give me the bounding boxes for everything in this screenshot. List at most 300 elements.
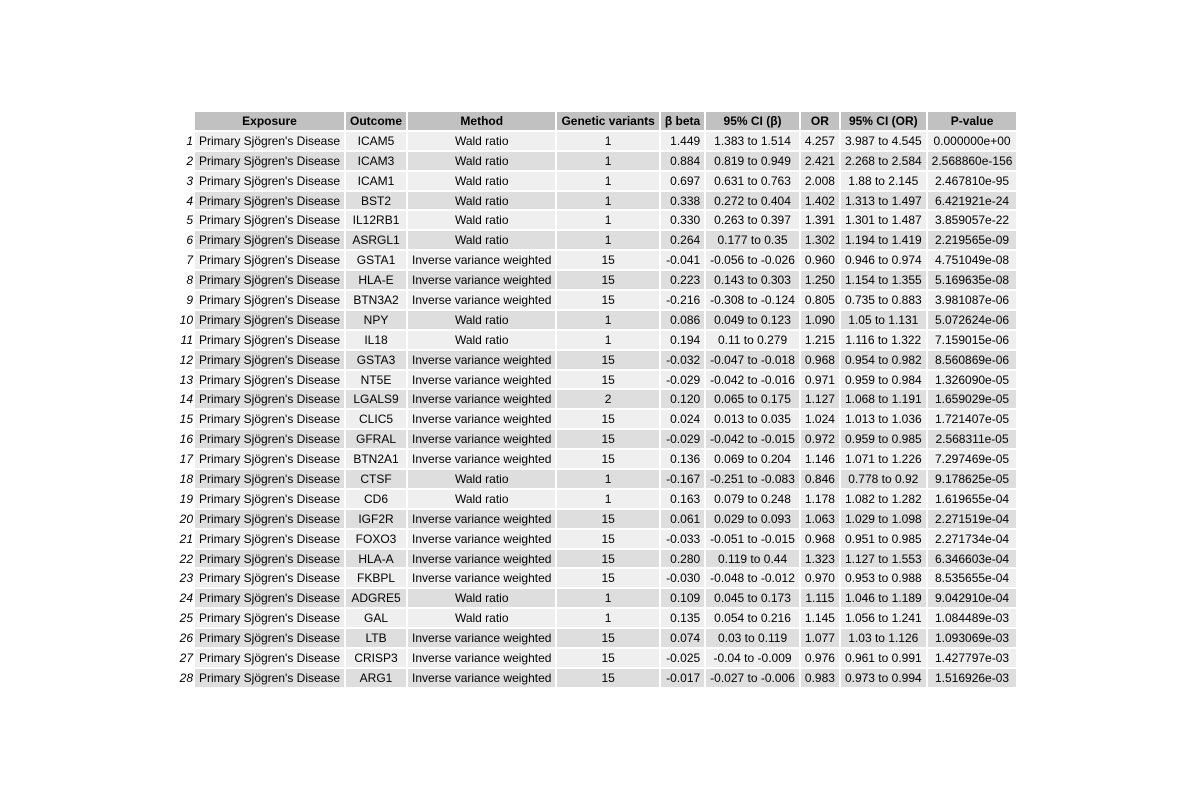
table-cell: 15 [557,450,658,468]
table-cell: 1.215 [801,331,839,349]
table-cell: 1.323 [801,550,839,568]
table-cell: 0.135 [661,609,704,627]
table-cell: -0.030 [661,569,704,587]
results-table [173,110,1018,689]
table-cell: -0.051 to -0.015 [706,530,799,548]
table-cell: ICAM5 [346,132,406,150]
table-cell: 9.178625e-05 [928,470,1017,488]
table-cell: Primary Sjögren's Disease [195,331,344,349]
table-cell: 0.029 to 0.093 [706,510,799,528]
row-number-header [175,112,193,130]
table-row [175,450,1016,468]
table-cell: LGALS9 [346,390,406,408]
table-cell: 2.219565e-09 [928,231,1017,249]
table-cell: 0.968 [801,530,839,548]
table-cell: 0.143 to 0.303 [706,271,799,289]
table-cell: IL12RB1 [346,211,406,229]
table-cell: -0.029 [661,430,704,448]
table-cell: 0.264 [661,231,704,249]
column-header: 95% CI (β) [706,112,799,130]
table-cell: Inverse variance weighted [408,410,555,428]
table-cell: 7.297469e-05 [928,450,1017,468]
table-cell: Wald ratio [408,172,555,190]
table-cell: Primary Sjögren's Disease [195,470,344,488]
column-header: P-value [928,112,1017,130]
table-cell: BTN3A2 [346,291,406,309]
table-cell: FKBPL [346,569,406,587]
table-cell: 15 [557,569,658,587]
table-row [175,550,1016,568]
table-cell: NT5E [346,371,406,389]
table-cell: 1.178 [801,490,839,508]
table-cell: 6.421921e-24 [928,192,1017,210]
table-cell: Inverse variance weighted [408,371,555,389]
row-number: 8 [175,271,193,289]
table-cell: 0.086 [661,311,704,329]
table-cell: 1 [557,589,658,607]
table-cell: 1.154 to 1.355 [841,271,926,289]
table-cell: -0.042 to -0.015 [706,430,799,448]
table-cell: Wald ratio [408,609,555,627]
table-cell: Inverse variance weighted [408,510,555,528]
table-row [175,490,1016,508]
table-cell: 0.163 [661,490,704,508]
table-cell: Wald ratio [408,211,555,229]
table-cell: Inverse variance weighted [408,629,555,647]
table-cell: 15 [557,510,658,528]
table-cell: 0.976 [801,649,839,667]
table-cell: 1.427797e-03 [928,649,1017,667]
table-cell: 7.159015e-06 [928,331,1017,349]
table-cell: 0.194 [661,331,704,349]
table-cell: CD6 [346,490,406,508]
table-cell: 0.000000e+00 [928,132,1017,150]
table-cell: 1.250 [801,271,839,289]
table-cell: 3.987 to 4.545 [841,132,926,150]
table-cell: CTSF [346,470,406,488]
table-cell: 0.819 to 0.949 [706,152,799,170]
table-cell: 2.271734e-04 [928,530,1017,548]
table-cell: NPY [346,311,406,329]
table-row [175,291,1016,309]
table-cell: -0.027 to -0.006 [706,669,799,687]
row-number: 22 [175,550,193,568]
table-cell: -0.041 [661,251,704,269]
table-cell: 0.049 to 0.123 [706,311,799,329]
column-header: Exposure [195,112,344,130]
table-cell: 1.115 [801,589,839,607]
table-cell: 0.045 to 0.173 [706,589,799,607]
table-cell: Primary Sjögren's Disease [195,192,344,210]
table-cell: 15 [557,351,658,369]
table-cell: 4.257 [801,132,839,150]
table-cell: -0.017 [661,669,704,687]
table-cell: GSTA1 [346,251,406,269]
table-row [175,231,1016,249]
table-cell: Primary Sjögren's Disease [195,311,344,329]
table-cell: 1.301 to 1.487 [841,211,926,229]
table-cell: 1.068 to 1.191 [841,390,926,408]
table-row [175,172,1016,190]
table-cell: LTB [346,629,406,647]
table-cell: 1.313 to 1.497 [841,192,926,210]
table-cell: Primary Sjögren's Disease [195,291,344,309]
table-cell: 0.11 to 0.279 [706,331,799,349]
table-row [175,271,1016,289]
row-number: 16 [175,430,193,448]
row-number: 25 [175,609,193,627]
table-cell: 1.03 to 1.126 [841,629,926,647]
table-cell: 0.778 to 0.92 [841,470,926,488]
table-cell: 0.065 to 0.175 [706,390,799,408]
table-cell: CRISP3 [346,649,406,667]
table-row [175,609,1016,627]
table-cell: 1 [557,192,658,210]
table-cell: 9.042910e-04 [928,589,1017,607]
table-cell: Inverse variance weighted [408,450,555,468]
table-cell: Primary Sjögren's Disease [195,132,344,150]
row-number: 6 [175,231,193,249]
table-cell: -0.029 [661,371,704,389]
table-row [175,132,1016,150]
table-cell: Primary Sjögren's Disease [195,609,344,627]
row-number: 1 [175,132,193,150]
table-cell: -0.047 to -0.018 [706,351,799,369]
row-number: 13 [175,371,193,389]
table-cell: Primary Sjögren's Disease [195,152,344,170]
table-cell: 0.223 [661,271,704,289]
table-cell: 2.008 [801,172,839,190]
table-cell: Inverse variance weighted [408,390,555,408]
table-cell: 0.973 to 0.994 [841,669,926,687]
row-number: 15 [175,410,193,428]
table-cell: HLA-A [346,550,406,568]
table-cell: BTN2A1 [346,450,406,468]
table-cell: 1.063 [801,510,839,528]
table-cell: Primary Sjögren's Disease [195,371,344,389]
table-cell: -0.167 [661,470,704,488]
table-cell: 0.054 to 0.216 [706,609,799,627]
column-header: Genetic variants [557,112,658,130]
table-cell: 2.568311e-05 [928,430,1017,448]
table-cell: 1 [557,490,658,508]
table-cell: 15 [557,649,658,667]
table-cell: Inverse variance weighted [408,251,555,269]
table-cell: HLA-E [346,271,406,289]
table-cell: 1.084489e-03 [928,609,1017,627]
table-cell: 0.697 [661,172,704,190]
table-cell: -0.251 to -0.083 [706,470,799,488]
table-cell: 0.263 to 0.397 [706,211,799,229]
table-cell: Primary Sjögren's Disease [195,251,344,269]
table-cell: FOXO3 [346,530,406,548]
table-cell: Primary Sjögren's Disease [195,231,344,249]
table-cell: GFRAL [346,430,406,448]
table-cell: Wald ratio [408,152,555,170]
table-cell: GAL [346,609,406,627]
table-cell: ARG1 [346,669,406,687]
column-header: β beta [661,112,704,130]
table-cell: ADGRE5 [346,589,406,607]
row-number: 17 [175,450,193,468]
table-cell: Wald ratio [408,589,555,607]
column-header: Method [408,112,555,130]
table-cell: Wald ratio [408,470,555,488]
table-cell: 1.029 to 1.098 [841,510,926,528]
row-number: 7 [175,251,193,269]
table-cell: BST2 [346,192,406,210]
table-cell: 0.120 [661,390,704,408]
table-cell: 1 [557,311,658,329]
table-cell: IL18 [346,331,406,349]
table-cell: 0.951 to 0.985 [841,530,926,548]
table-cell: 1.516926e-03 [928,669,1017,687]
table-cell: 2.467810e-95 [928,172,1017,190]
table-row [175,470,1016,488]
table-cell: 0.954 to 0.982 [841,351,926,369]
table-cell: 1.077 [801,629,839,647]
table-cell: 1.046 to 1.189 [841,589,926,607]
table-cell: 2 [557,390,658,408]
table-cell: Primary Sjögren's Disease [195,211,344,229]
table-cell: Primary Sjögren's Disease [195,589,344,607]
table-cell: Primary Sjögren's Disease [195,649,344,667]
table-row [175,569,1016,587]
table-cell: Inverse variance weighted [408,351,555,369]
table-cell: 1 [557,470,658,488]
table-cell: 8.560869e-06 [928,351,1017,369]
table-cell: 15 [557,291,658,309]
table-cell: 2.568860e-156 [928,152,1017,170]
table-cell: 1 [557,152,658,170]
table-cell: 1.402 [801,192,839,210]
table-cell: 0.959 to 0.985 [841,430,926,448]
row-number: 19 [175,490,193,508]
table-cell: Wald ratio [408,231,555,249]
table-cell: ASRGL1 [346,231,406,249]
table-cell: 0.971 [801,371,839,389]
table-cell: 1.116 to 1.322 [841,331,926,349]
table-cell: -0.216 [661,291,704,309]
table-cell: 1.013 to 1.036 [841,410,926,428]
row-number: 9 [175,291,193,309]
row-number: 10 [175,311,193,329]
row-number: 11 [175,331,193,349]
table-cell: Primary Sjögren's Disease [195,490,344,508]
table-cell: Inverse variance weighted [408,271,555,289]
table-cell: 15 [557,271,658,289]
table-row [175,430,1016,448]
table-cell: 0.330 [661,211,704,229]
table-cell: 0.177 to 0.35 [706,231,799,249]
table-cell: 1 [557,172,658,190]
table-cell: ICAM1 [346,172,406,190]
table-cell: 0.272 to 0.404 [706,192,799,210]
table-cell: 1.302 [801,231,839,249]
row-number: 2 [175,152,193,170]
table-cell: 0.968 [801,351,839,369]
table-cell: -0.048 to -0.012 [706,569,799,587]
row-number: 18 [175,470,193,488]
table-cell: 1.145 [801,609,839,627]
table-cell: 1.127 [801,390,839,408]
table-cell: 0.960 [801,251,839,269]
table-row [175,152,1016,170]
table-cell: 0.013 to 0.035 [706,410,799,428]
table-cell: CLIC5 [346,410,406,428]
row-number: 23 [175,569,193,587]
table-cell: Wald ratio [408,490,555,508]
table-cell: 0.631 to 0.763 [706,172,799,190]
table-cell: 0.280 [661,550,704,568]
table-cell: 1.391 [801,211,839,229]
table-cell: Primary Sjögren's Disease [195,450,344,468]
table-cell: Primary Sjögren's Disease [195,510,344,528]
table-cell: Primary Sjögren's Disease [195,550,344,568]
table-row [175,629,1016,647]
table-cell: 0.119 to 0.44 [706,550,799,568]
table-cell: 0.946 to 0.974 [841,251,926,269]
column-header: Outcome [346,112,406,130]
table-cell: 1 [557,231,658,249]
table-cell: 0.069 to 0.204 [706,450,799,468]
table-cell: 2.268 to 2.584 [841,152,926,170]
table-cell: -0.032 [661,351,704,369]
table-cell: 15 [557,669,658,687]
table-cell: Inverse variance weighted [408,530,555,548]
table-cell: 0.03 to 0.119 [706,629,799,647]
table-cell: 0.338 [661,192,704,210]
table-row [175,311,1016,329]
table-cell: 0.970 [801,569,839,587]
table-cell: 1 [557,132,658,150]
table-cell: 0.024 [661,410,704,428]
table-cell: 0.961 to 0.991 [841,649,926,667]
table-cell: Inverse variance weighted [408,649,555,667]
table-cell: 3.859057e-22 [928,211,1017,229]
table-cell: Primary Sjögren's Disease [195,430,344,448]
table-cell: Primary Sjögren's Disease [195,172,344,190]
table-cell: Primary Sjögren's Disease [195,351,344,369]
table-row [175,669,1016,687]
table-cell: -0.056 to -0.026 [706,251,799,269]
table-cell: 3.981087e-06 [928,291,1017,309]
row-number: 24 [175,589,193,607]
table-cell: 0.805 [801,291,839,309]
table-cell: 15 [557,530,658,548]
table-cell: Primary Sjögren's Disease [195,271,344,289]
table-cell: 1.127 to 1.553 [841,550,926,568]
table-row [175,371,1016,389]
table-cell: Inverse variance weighted [408,550,555,568]
table-cell: 1.071 to 1.226 [841,450,926,468]
table-cell: 4.751049e-08 [928,251,1017,269]
table-row [175,510,1016,528]
table-cell: 0.846 [801,470,839,488]
table-row [175,589,1016,607]
table-cell: 15 [557,410,658,428]
column-header: OR [801,112,839,130]
table-cell: Wald ratio [408,331,555,349]
table-cell: Primary Sjögren's Disease [195,569,344,587]
table-cell: Inverse variance weighted [408,569,555,587]
table-cell: -0.042 to -0.016 [706,371,799,389]
table-cell: 8.535655e-04 [928,569,1017,587]
table-cell: 2.271519e-04 [928,510,1017,528]
table-cell: 0.953 to 0.988 [841,569,926,587]
table-cell: -0.04 to -0.009 [706,649,799,667]
table-cell: 15 [557,550,658,568]
table-cell: ICAM3 [346,152,406,170]
table-cell: -0.033 [661,530,704,548]
row-number: 21 [175,530,193,548]
table-cell: 15 [557,371,658,389]
table-cell: 1.146 [801,450,839,468]
row-number: 28 [175,669,193,687]
row-number: 27 [175,649,193,667]
table-cell: 2.421 [801,152,839,170]
table-row [175,331,1016,349]
table-cell: Wald ratio [408,192,555,210]
row-number: 20 [175,510,193,528]
row-number: 5 [175,211,193,229]
table-cell: Primary Sjögren's Disease [195,530,344,548]
table-cell: 1.024 [801,410,839,428]
table-cell: 0.959 to 0.984 [841,371,926,389]
table-cell: 0.136 [661,450,704,468]
column-header: 95% CI (OR) [841,112,926,130]
table-cell: 1.326090e-05 [928,371,1017,389]
table-cell: Wald ratio [408,132,555,150]
table-cell: 1.082 to 1.282 [841,490,926,508]
row-number: 12 [175,351,193,369]
table-cell: 0.983 [801,669,839,687]
table-cell: Primary Sjögren's Disease [195,410,344,428]
row-number: 4 [175,192,193,210]
table-cell: Inverse variance weighted [408,430,555,448]
table-cell: 0.109 [661,589,704,607]
table-cell: 1.093069e-03 [928,629,1017,647]
table-cell: 15 [557,430,658,448]
table-row [175,351,1016,369]
header-row [175,112,1016,130]
table-cell: Inverse variance weighted [408,291,555,309]
table-cell: Primary Sjögren's Disease [195,669,344,687]
table-cell: 1.090 [801,311,839,329]
table-cell: 1.056 to 1.241 [841,609,926,627]
table-row [175,649,1016,667]
table-row [175,211,1016,229]
table-cell: 5.072624e-06 [928,311,1017,329]
table-cell: 0.079 to 0.248 [706,490,799,508]
table-cell: 0.061 [661,510,704,528]
table-cell: Inverse variance weighted [408,669,555,687]
row-number: 3 [175,172,193,190]
table-cell: 15 [557,251,658,269]
table-row [175,192,1016,210]
table-cell: 1.383 to 1.514 [706,132,799,150]
table-cell: 0.074 [661,629,704,647]
table-cell: 1.88 to 2.145 [841,172,926,190]
table-cell: -0.025 [661,649,704,667]
row-number: 14 [175,390,193,408]
table-cell: 6.346603e-04 [928,550,1017,568]
table-cell: 15 [557,629,658,647]
table-cell: 1.619655e-04 [928,490,1017,508]
table-cell: -0.308 to -0.124 [706,291,799,309]
table-cell: 1 [557,211,658,229]
table-row [175,251,1016,269]
